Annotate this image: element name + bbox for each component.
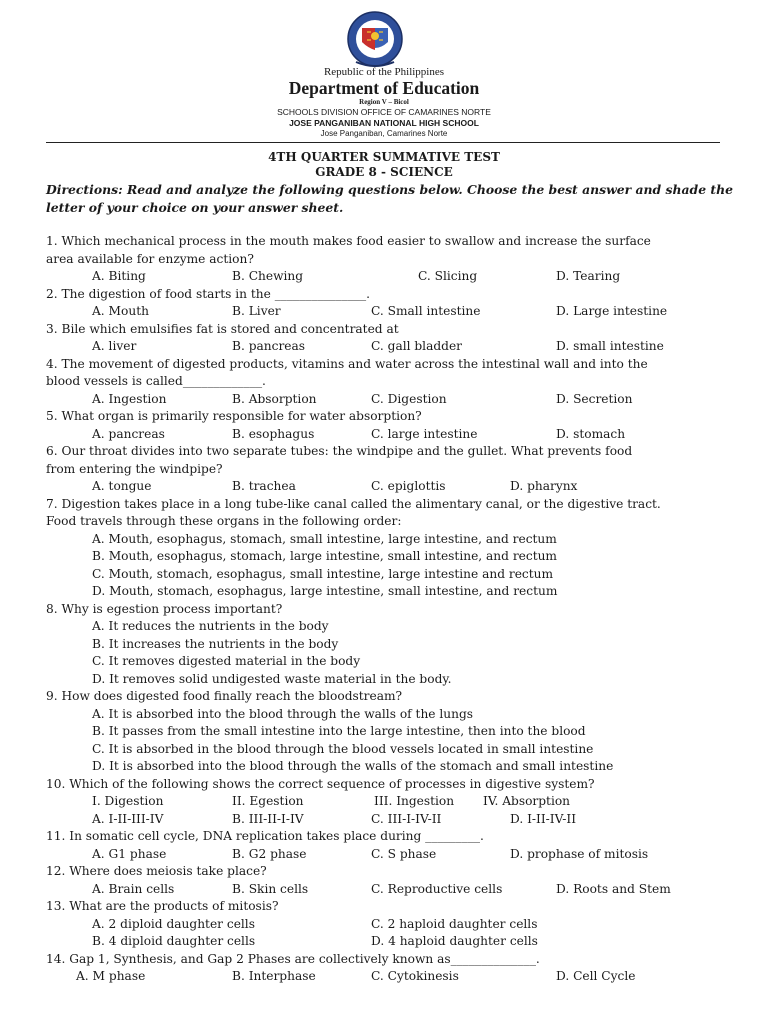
option-a[interactable]: A. tongue [92, 479, 152, 493]
republic-label: Republic of the Philippines [323, 66, 445, 78]
region-label: Region V – Bicol [359, 98, 409, 106]
question-12 [46, 863, 736, 898]
sequence-item: IV. Absorption [483, 794, 571, 808]
option-d[interactable]: D. Cell Cycle [556, 969, 636, 983]
question-8 [46, 601, 736, 689]
question-4 [46, 356, 736, 409]
option-c[interactable]: C. It is absorbed in the blood through the blood vessels located in small intestine [92, 741, 594, 756]
option-d[interactable]: D. prophase of mitosis [510, 846, 649, 861]
deped-seal-icon [342, 10, 408, 68]
option-c[interactable]: C. Small intestine [371, 304, 481, 318]
question-text: 9. How does digested food finally reach the bloodstream? [46, 689, 403, 703]
question-11 [46, 828, 736, 863]
question-text: 4. The movement of digested products, vitamins and water across the intestinal wall and into the [46, 356, 648, 371]
question-3 [46, 321, 736, 356]
option-c[interactable]: C. III-I-IV-II [371, 811, 442, 826]
option-b[interactable]: B. III-II-I-IV [232, 811, 304, 826]
test-title: 4TH QUARTER SUMMATIVE TEST [268, 150, 500, 164]
option-b[interactable]: B. G2 phase [232, 846, 307, 861]
option-c[interactable]: C. 2 haploid daughter cells [371, 916, 538, 931]
options-row [46, 968, 736, 986]
option-b[interactable]: B. esophagus [232, 426, 315, 441]
option-d[interactable]: D. I-II-IV-II [510, 811, 577, 826]
option-d[interactable]: D. Large intestine [556, 304, 668, 318]
option-a[interactable]: A. pancreas [92, 426, 165, 441]
option-a[interactable]: A. It reduces the nutrients in the body [92, 619, 329, 633]
option-a[interactable]: A. 2 diploid daughter cells [92, 916, 255, 931]
question-14 [46, 951, 736, 986]
school-name: JOSE PANGANIBAN NATIONAL HIGH SCHOOL [289, 118, 479, 128]
question-text: 3. Bile which emulsifies fat is stored and concentrated at [46, 321, 399, 336]
option-a[interactable]: A. Biting [92, 269, 146, 283]
question-13 [46, 898, 736, 951]
option-b[interactable]: B. Interphase [232, 969, 316, 983]
question-text: 5. What organ is primarily responsible for water absorption? [46, 409, 422, 423]
question-text: 13. What are the products of mitosis? [46, 899, 279, 913]
option-c[interactable]: C. Cytokinesis [371, 969, 459, 983]
directions-text: Directions: Read and analyze the following questions below. Choose the best answer and shade the letter of your choice on your answer sheet. [46, 182, 734, 215]
option-a[interactable]: A. I-II-III-IV [92, 811, 164, 826]
questions-list [46, 233, 736, 986]
question-text: 12. Where does meiosis take place? [46, 864, 267, 878]
option-a[interactable]: A. G1 phase [92, 846, 167, 861]
option-c[interactable]: C. Reproductive cells [371, 881, 503, 896]
option-c[interactable]: C. gall bladder [371, 339, 462, 353]
options-row [46, 303, 736, 321]
options-row [46, 338, 736, 356]
options-row [46, 881, 736, 899]
option-a[interactable]: A. Mouth [92, 304, 149, 318]
options-row [46, 811, 736, 829]
option-a[interactable]: A. liver [92, 339, 137, 353]
option-c[interactable]: C. epiglottis [371, 479, 446, 493]
options-row [46, 426, 736, 444]
option-d[interactable]: D. 4 haploid daughter cells [371, 934, 538, 948]
question-text: 11. In somatic cell cycle, DNA replication takes place during _________. [46, 829, 484, 843]
question-text: blood vessels is called_____________. [46, 374, 266, 388]
option-d[interactable]: D. stomach [556, 426, 626, 441]
question-text: 7. Digestion takes place in a long tube-like canal called the alimentary canal, or the digestive tract. [46, 496, 661, 511]
option-d[interactable]: D. Roots and Stem [556, 881, 671, 896]
division-label: SCHOOLS DIVISION OFFICE OF CAMARINES NORTE [277, 107, 491, 117]
option-d[interactable]: D. It removes solid undigested waste material in the body. [92, 671, 452, 686]
option-c[interactable]: C. Mouth, stomach, esophagus, small intestine, large intestine and rectum [92, 566, 554, 581]
question-text: Food travels through these organs in the following order: [46, 514, 402, 528]
school-address: Jose Panganiban, Camarines Norte [320, 129, 448, 138]
department-title: Department of Education [288, 78, 480, 98]
option-c[interactable]: C. large intestine [371, 426, 478, 441]
option-d[interactable]: D. pharynx [510, 479, 578, 493]
grade-subject: GRADE 8 - SCIENCE [315, 165, 453, 179]
option-b[interactable]: B. 4 diploid daughter cells [92, 934, 256, 948]
question-text: 14. Gap 1, Synthesis, and Gap 2 Phases are collectively known as______________. [46, 951, 540, 966]
option-a[interactable]: A. Ingestion [92, 391, 167, 406]
option-d[interactable]: D. Tearing [556, 269, 621, 283]
question-text: 8. Why is egestion process important? [46, 601, 283, 616]
option-b[interactable]: B. Liver [232, 304, 281, 318]
question-10 [46, 776, 736, 829]
option-b[interactable]: B. Skin cells [232, 881, 309, 896]
question-5 [46, 408, 736, 443]
option-b[interactable]: B. It increases the nutrients in the body [92, 636, 339, 651]
option-b[interactable]: B. Absorption [232, 391, 317, 406]
options-row [46, 268, 736, 286]
option-c[interactable]: C. Digestion [371, 391, 447, 406]
sequence-item: III. Ingestion [374, 794, 455, 808]
options-row [46, 846, 736, 864]
option-c[interactable]: C. It removes digested material in the body [92, 654, 361, 668]
option-b[interactable]: B. pancreas [232, 339, 306, 353]
option-a[interactable]: A. Brain cells [92, 881, 175, 896]
question-text: 2. The digestion of food starts in the _______________. [46, 286, 370, 301]
option-c[interactable]: C. S phase [371, 846, 437, 861]
option-d[interactable]: D. It is absorbed into the blood through the walls of the stomach and small intestine [92, 759, 614, 773]
option-a[interactable]: A. M phase [76, 969, 146, 983]
question-text: from entering the windpipe? [46, 461, 223, 476]
option-a[interactable]: A. It is absorbed into the blood through the walls of the lungs [92, 706, 474, 721]
option-b[interactable]: B. Chewing [232, 269, 304, 283]
sequence-item: I. Digestion [92, 794, 164, 808]
question-7 [46, 496, 736, 601]
options-row [46, 933, 736, 951]
options-row [46, 916, 736, 934]
option-b[interactable]: B. It passes from the small intestine into the large intestine, then into the blood [92, 724, 586, 738]
question-text: 6. Our throat divides into two separate tubes: the windpipe and the gullet. What prevents food [46, 444, 633, 458]
options-row [46, 391, 736, 409]
question-6 [46, 443, 736, 496]
question-text: 1. Which mechanical process in the mouth makes food easier to swallow and increase the surface [46, 234, 651, 248]
header-divider [46, 142, 720, 143]
option-a[interactable]: A. Mouth, esophagus, stomach, small intestine, large intestine, and rectum [92, 531, 557, 546]
option-d[interactable]: D. small intestine [556, 339, 664, 353]
option-d[interactable]: D. Secretion [556, 391, 633, 406]
option-b[interactable]: B. trachea [232, 479, 296, 493]
sequence-item: II. Egestion [232, 794, 304, 808]
option-b[interactable]: B. Mouth, esophagus, stomach, large intestine, small intestine, and rectum [92, 549, 557, 563]
question-text: area available for enzyme action? [46, 251, 254, 266]
question-2 [46, 286, 736, 321]
question-9 [46, 688, 736, 776]
options-row [46, 478, 736, 496]
question-1 [46, 233, 736, 286]
option-c[interactable]: C. Slicing [418, 269, 478, 283]
question-text: 10. Which of the following shows the correct sequence of processes in digestive system? [46, 776, 595, 791]
option-d[interactable]: D. Mouth, stomach, esophagus, large intestine, small intestine, and rectum [92, 584, 558, 598]
sequence-row [46, 793, 736, 811]
